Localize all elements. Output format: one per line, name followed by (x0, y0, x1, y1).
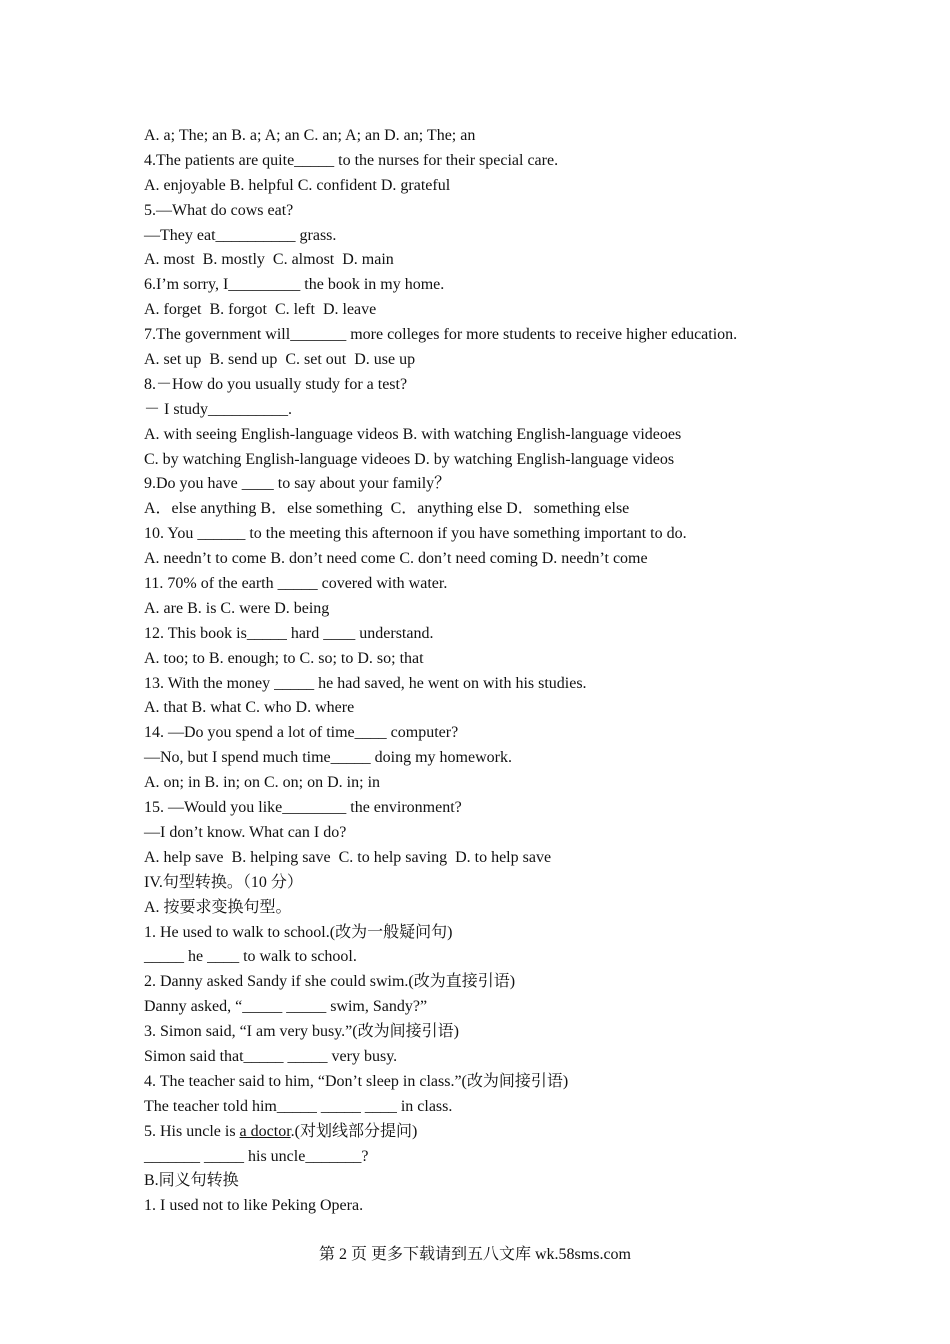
text-line: － I study__________. (144, 400, 293, 418)
text-line: 2. Danny asked Sandy if she could swim.(改为直接引语) (144, 973, 516, 991)
text-line: C. by watching English-language videoes D. by watching English-language videos (144, 450, 675, 468)
text-line: _____ he ____ to walk to school. (144, 948, 357, 966)
item5-suffix: .(对划线部分提问) (290, 1122, 418, 1140)
text-line: Danny asked, “_____ _____ swim, Sandy?” (144, 998, 428, 1016)
item5-line (144, 1120, 844, 1145)
text-line: _______ _____ his uncle_______? (144, 1147, 369, 1165)
text-line: A. a; The; an B. a; A; an C. an; A; an D. an; The; an (144, 127, 476, 144)
text-line: 14. —Do you spend a lot of time____ computer? (144, 724, 459, 742)
text-line: 5.—What do cows eat? (144, 201, 294, 219)
text-line: A. too; to B. enough; to C. so; to D. so; that (144, 649, 424, 667)
text-line: 15. —Would you like________ the environment? (144, 799, 462, 817)
text-line: B.同义句转换 (144, 1172, 239, 1190)
text-line: A. forget B. forgot C. left D. leave (144, 301, 377, 319)
text-line: 4.The patients are quite_____ to the nurses for their special care. (144, 151, 559, 169)
text-line: 10. You ______ to the meeting this afternoon if you have something important to do. (144, 525, 687, 543)
text-line: A. most B. mostly C. almost D. main (144, 251, 394, 269)
text-line: 11. 70% of the earth _____ covered with water. (144, 575, 448, 593)
text-line: 7.The government will_______ more colleges for more students to receive higher education. (144, 326, 738, 344)
text-line: —They eat__________ grass. (144, 226, 337, 244)
text-line: The teacher told him_____ _____ ____ in class. (144, 1097, 453, 1115)
text-line: A．else anything B．else something C．anything else D．something else (144, 500, 630, 518)
text-line: 3. Simon said, “I am very busy.”(改为间接引语) (144, 1023, 459, 1041)
text-line: 1. He used to walk to school.(改为一般疑问句) (144, 923, 453, 941)
text-line: 4. The teacher said to him, “Don’t sleep in class.”(改为间接引语) (144, 1072, 569, 1090)
item5-underlined-phrase: a doctor (239, 1122, 291, 1140)
text-line: 6.I’m sorry, I_________ the book in my home. (144, 276, 445, 294)
item5-prefix: 5. His uncle is (144, 1122, 240, 1140)
tail-lines (144, 1145, 844, 1220)
text-line: Simon said that_____ _____ very busy. (144, 1047, 398, 1065)
text-line: —No, but I spend much time_____ doing my homework. (144, 749, 512, 767)
text-line: A. with seeing English-language videos B. with watching English-language videoes (144, 425, 682, 443)
text-line: A. set up B. send up C. set out D. use up (144, 351, 416, 369)
text-line: 12. This book is_____ hard ____ understand. (144, 624, 434, 642)
text-line: IV.句型转换。（10 分） (144, 873, 303, 891)
text-line: A. enjoyable B. helpful C. confident D. grateful (144, 176, 451, 194)
text-line: A. needn’t to come B. don’t need come C. don’t need coming D. needn’t come (144, 550, 648, 568)
text-line: 13. With the money _____ he had saved, he went on with his studies. (144, 674, 587, 692)
text-line: A. 按要求变换句型。 (144, 898, 292, 916)
text-line: 1. I used not to like Peking Opera. (144, 1197, 364, 1215)
text-line: A. that B. what C. who D. where (144, 699, 355, 717)
page-footer: 第 2 页 更多下载请到五八文库 wk.58sms.com (318, 1246, 631, 1263)
text-line: —I don’t know. What can I do? (144, 823, 347, 841)
text-line: 9.Do you have ____ to say about your family？ (144, 475, 451, 493)
text-line: A. on; in B. in; on C. on; on D. in; in (144, 774, 381, 792)
text-line: A. are B. is C. were D. being (144, 599, 330, 617)
text-line: A. help save B. helping save C. to help saving D. to help save (144, 848, 552, 866)
text-line: 8.－How do you usually study for a test? (144, 375, 408, 393)
page-content (144, 124, 844, 1219)
question-lines (144, 124, 844, 1120)
